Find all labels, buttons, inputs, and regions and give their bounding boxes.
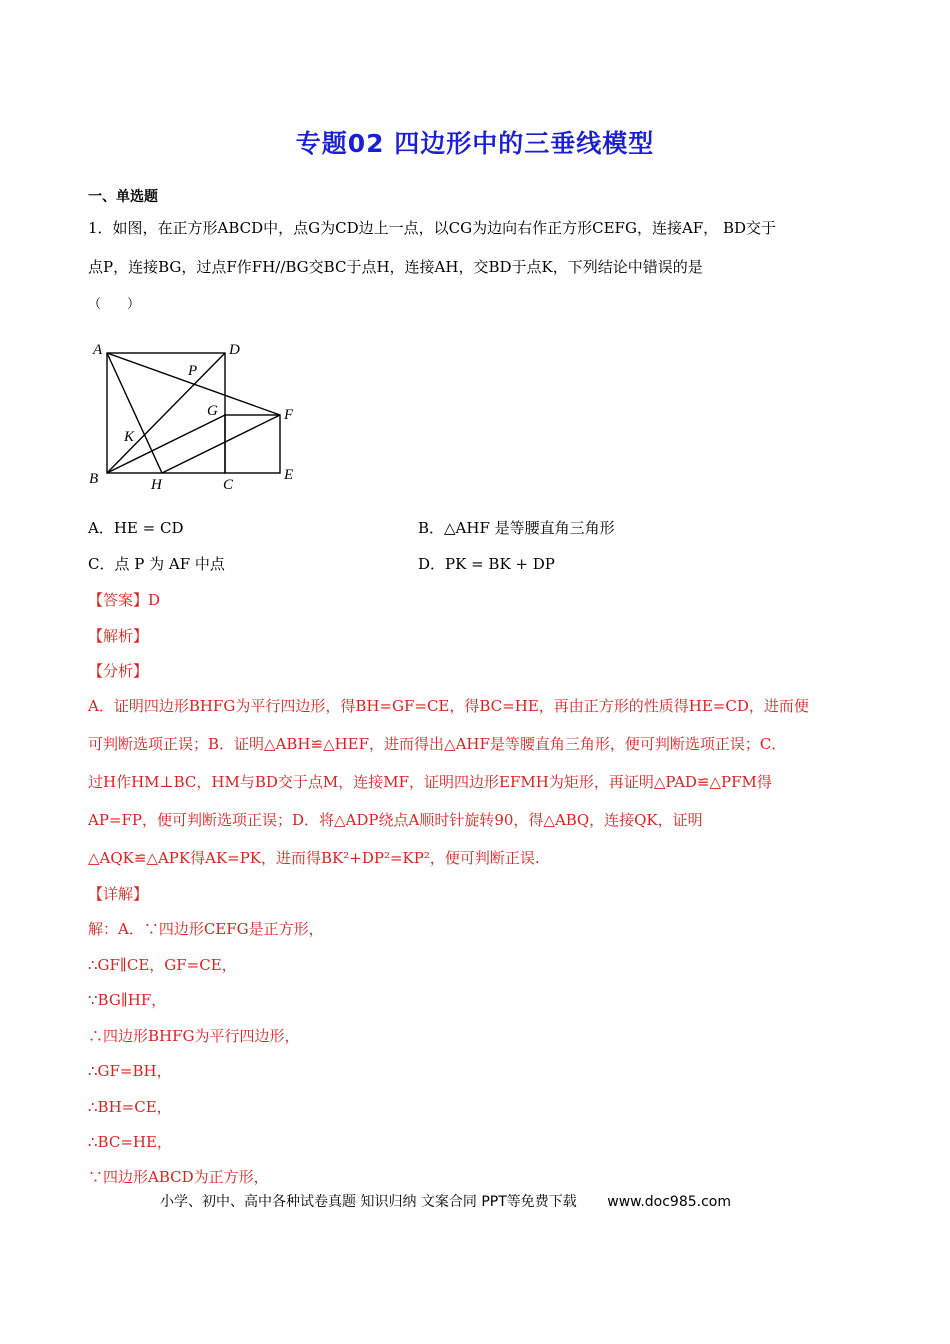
detail-line-1: 解：A．∵四边形CEFG是正方形，: [88, 920, 324, 938]
section-heading: 一、单选题: [88, 189, 158, 205]
label-c: C: [223, 477, 234, 493]
analysis-line-4: AP=FP，便可判断选项正误；D．将△ADP绕点A顺时针旋转90，得△ABQ，连接QK，证明: [88, 811, 703, 829]
label-p: P: [188, 363, 198, 379]
option-a: A．HE = CD: [88, 519, 184, 537]
option-d: D．PK = BK + DP: [418, 555, 555, 573]
detail-line-3: ∵BG∥HF，: [88, 991, 167, 1009]
analysis-line-1: A．证明四边形BHFG为平行四边形，得BH=GF=CE，得BC=HE，再由正方形的性质得HE=CD，进而便: [88, 697, 809, 715]
question-line-3: （ ）: [88, 297, 141, 312]
page-footer: [160, 1191, 731, 1211]
label-g: G: [207, 403, 218, 419]
label-f: F: [284, 407, 294, 423]
footer-text: 小学、初中、高中各种试卷真题 知识归纳 文案合同 PPT等免费下载: [160, 1194, 577, 1210]
analysis-line-5: △AQK≌△APK得AK=PK，进而得BK²+DP²=KP²，便可判断正误.: [88, 849, 540, 867]
answer-label: 【答案】: [88, 591, 149, 609]
detail-label: 【详解】: [88, 885, 149, 903]
detail-line-7: ∴BC=HE，: [88, 1133, 172, 1151]
label-d: D: [229, 342, 240, 358]
label-e: E: [284, 467, 294, 483]
analysis-line-2: 可判断选项正误；B．证明△ABH≌△HEF，进而得出△AHF是等腰直角三角形，便可判断选项正误；C．: [88, 735, 787, 753]
option-c: C．点 P 为 AF 中点: [88, 555, 225, 573]
detail-line-6: ∴BH=CE，: [88, 1098, 172, 1116]
answer-row: [88, 589, 160, 611]
answer-value: D: [148, 591, 161, 609]
option-b: B．△AHF 是等腰直角三角形: [418, 519, 615, 537]
detail-line-4: ∴四边形BHFG为平行四边形，: [88, 1027, 300, 1045]
analysis-line-3: 过H作HM⊥BC，HM与BD交于点M，连接MF，证明四边形EFMH为矩形，再证明△PAD≌△PFM得: [88, 773, 772, 791]
geometry-figure: [85, 338, 315, 498]
fenxi-label: 【分析】: [88, 662, 149, 680]
question-line-2: 点P，连接BG，过点F作FH//BG交BC于点H，连接AH，交BD于点K，下列结论中错误的是: [88, 258, 703, 276]
label-k: K: [124, 429, 135, 445]
detail-line-2: ∴GF∥CE，GF=CE，: [88, 956, 237, 974]
page-title: 专题02 四边形中的三垂线模型: [295, 129, 655, 158]
label-h: H: [151, 477, 162, 493]
detail-line-5: ∴GF=BH，: [88, 1062, 172, 1080]
footer-url[interactable]: www.doc985.com: [607, 1194, 731, 1210]
label-a: A: [93, 342, 103, 358]
question-line-1: 1．如图，在正方形ABCD中，点G为CD边上一点，以CG为边向右作正方形CEFG，连接AF， BD交于: [88, 219, 777, 237]
jiexi-label: 【解析】: [88, 627, 149, 645]
detail-line-8: ∵四边形ABCD为正方形，: [88, 1168, 269, 1186]
label-b: B: [89, 471, 99, 487]
